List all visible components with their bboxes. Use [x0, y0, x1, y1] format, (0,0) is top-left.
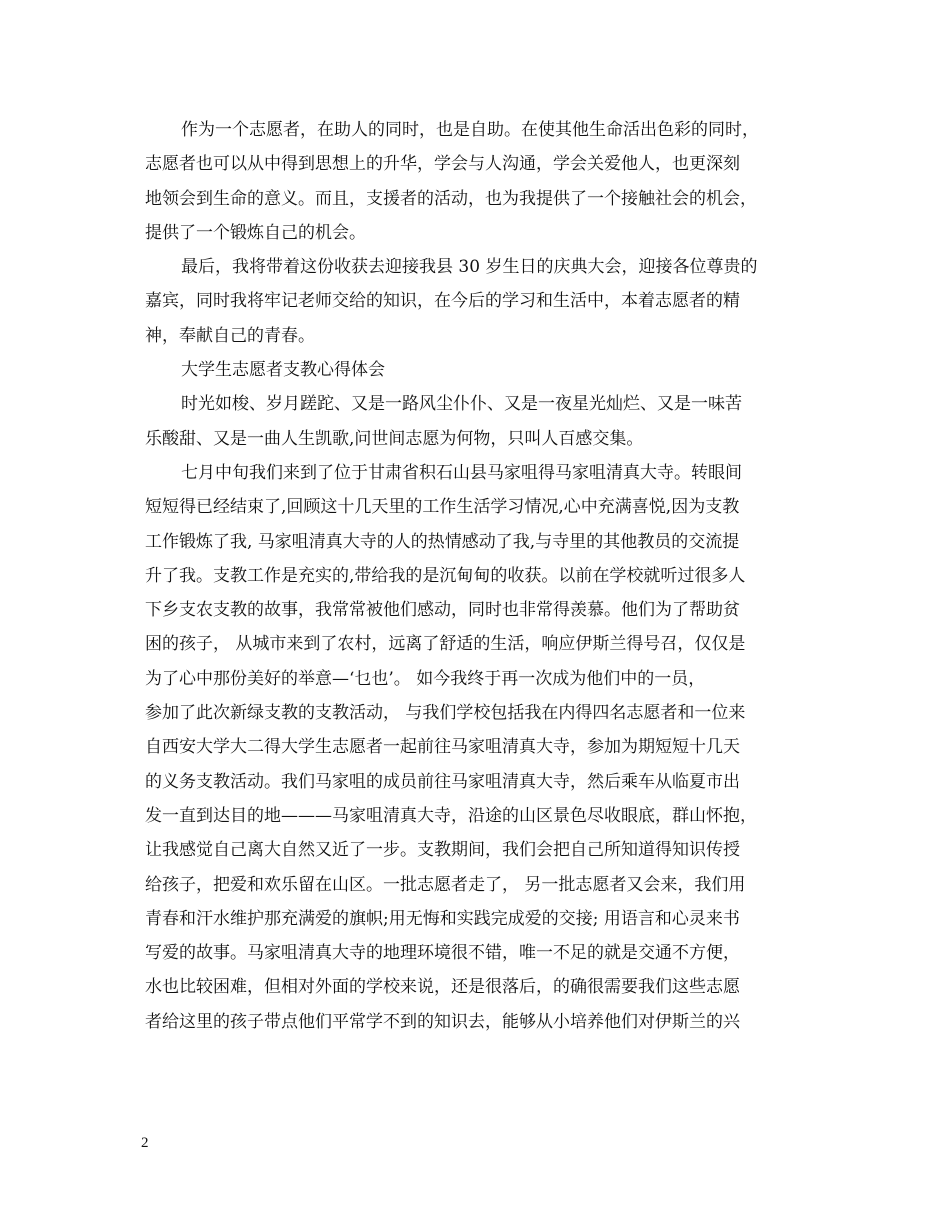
- document-body: [145, 113, 825, 1039]
- text-line: 乐酸甜、又是一曲人生凯歌,问世间志愿为何物，只叫人百感交集。: [145, 428, 644, 449]
- text-line: 地领会到生命的意义。而且，支援者的活动，也为我提供了一个接触社会的机会，: [145, 188, 757, 209]
- text-line: 最后，我将带着这份收获去迎接我县 30 岁生日的庆典大会，迎接各位尊贵的: [181, 257, 758, 278]
- text-line: 者给这里的孩子带点他们平常学不到的知识去，能够从小培养他们对伊斯兰的兴: [145, 1011, 740, 1032]
- text-line: 水也比较困难，但相对外面的学校来说，还是很落后，的确很需要我们这些志愿: [145, 977, 740, 998]
- text-line: 自西安大学大二得大学生志愿者一起前往马家咀清真大寺，参加为期短短十几天: [145, 737, 740, 758]
- text-line: 嘉宾，同时我将牢记老师交给的知识，在今后的学习和生活中，本着志愿者的精: [145, 291, 740, 312]
- text-line: 志愿者也可以从中得到思想上的升华，学会与人沟通，学会关爱他人，也更深刻: [145, 154, 740, 175]
- text-line: 短短得已经结束了,回顾这十几天里的工作生活学习情况,心中充满喜悦,因为支教: [145, 497, 740, 518]
- text-line: 下乡支农支教的故事，我常常被他们感动，同时也非常得羡慕。他们为了帮助贫: [145, 600, 740, 621]
- text-line: 时光如梭、岁月蹉跎、又是一路风尘仆仆、又是一夜星光灿烂、又是一味苦: [181, 394, 742, 415]
- text-line: 参加了此次新绿支教的支教活动， 与我们学校包括我在内得四名志愿者和一位来: [145, 703, 746, 724]
- text-line: 青春和汗水维护那充满爱的旗帜;用无悔和实践完成爱的交接; 用语言和心灵来书: [145, 908, 740, 929]
- page-number: 2: [141, 1135, 149, 1151]
- text-line: 提供了一个锻炼自己的机会。: [145, 222, 366, 243]
- text-line: 升了我。支教工作是充实的,带给我的是沉甸甸的收获。以前在学校就听过很多人: [145, 565, 746, 586]
- text-line: 神，奉献自己的青春。: [145, 325, 315, 346]
- text-line: 困的孩子， 从城市来到了农村，远离了舒适的生活，响应伊斯兰得号召，仅仅是: [145, 634, 746, 655]
- text-line: 写爱的故事。马家咀清真大寺的地理环境很不错，唯一不足的就是交通不方便，: [145, 943, 740, 964]
- text-line: 工作锻炼了我, 马家咀清真大寺的人的热情感动了我,与寺里的其他教员的交流提: [145, 531, 740, 552]
- text-line: 让我感觉自己离大自然又近了一步。支教期间，我们会把自己所知道得知识传授: [145, 840, 740, 861]
- text-line: 的义务支教活动。我们马家咀的成员前往马家咀清真大寺，然后乘车从临夏市出: [145, 771, 740, 792]
- text-line: 为了心中那份美好的举意—‘乜也’。 如今我终于再一次成为他们中的一员，: [145, 668, 706, 689]
- text-line: 作为一个志愿者，在助人的同时，也是自助。在使其他生命活出色彩的同时，: [181, 120, 759, 140]
- text-line: 七月中旬我们来到了位于甘肃省积石山县马家咀得马家咀清真大寺。转眼间: [181, 462, 742, 483]
- text-line: 大学生志愿者支教心得体会: [181, 360, 385, 381]
- text-line: 给孩子，把爱和欢乐留在山区。一批志愿者走了， 另一批志愿者又会来，我们用: [145, 874, 746, 895]
- text-line: 发一直到达目的地———马家咀清真大寺，沿途的山区景色尽收眼底，群山怀抱，: [145, 805, 757, 826]
